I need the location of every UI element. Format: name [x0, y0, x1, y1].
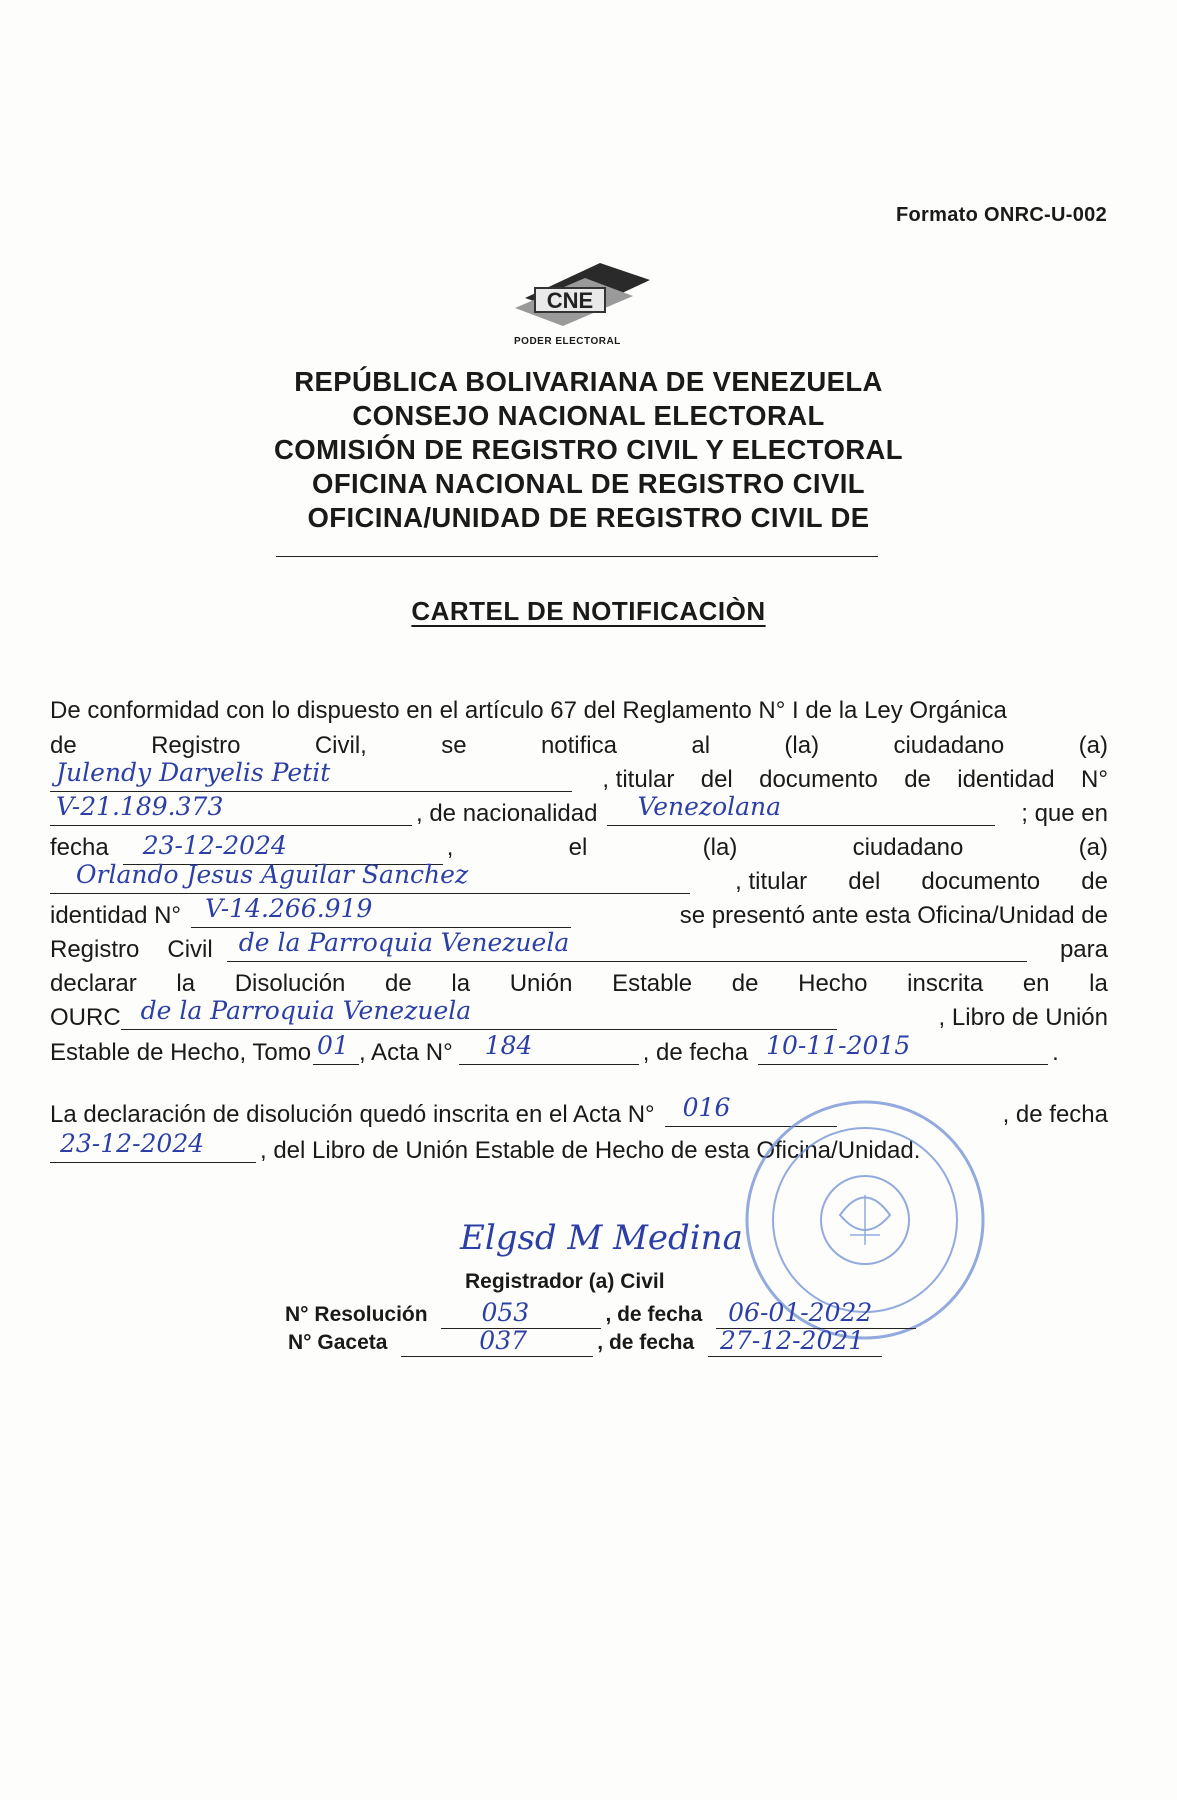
nationality: Venezolana	[637, 792, 782, 821]
gaceta-date-label: , de fecha	[597, 1331, 695, 1354]
word: ,	[446, 834, 454, 861]
word: Civil	[167, 936, 213, 963]
body-line-10	[50, 996, 1108, 1035]
notified-id-field[interactable]	[50, 792, 412, 826]
declarant-name-field[interactable]	[50, 860, 690, 894]
body-text: De conformidad con lo dispuesto en el artículo 67 del Reglamento N° I de la Ley Orgánica	[50, 697, 1007, 724]
word: Disolución	[234, 970, 346, 997]
word: de	[1081, 868, 1108, 895]
body-line-1	[50, 694, 1108, 728]
body-line-8	[50, 928, 1108, 967]
word: de	[385, 970, 412, 997]
institution-header	[0, 365, 1177, 535]
tomo-field[interactable]	[313, 1031, 359, 1065]
text: , de fecha	[642, 1039, 749, 1066]
text: para	[1059, 936, 1108, 963]
header-line-1: REPÚBLICA BOLIVARIANA DE VENEZUELA	[294, 366, 883, 397]
word: Estable	[612, 970, 693, 997]
logo-subtitle: PODER ELECTORAL	[514, 336, 621, 347]
word: Registro	[151, 732, 241, 759]
header-line-2: CONSEJO NACIONAL ELECTORAL	[352, 400, 825, 431]
closing-date: 23-12-2024	[60, 1129, 205, 1158]
civil-registry: de la Parroquia Venezuela	[238, 928, 570, 957]
body-line-11	[50, 1031, 1108, 1070]
word: documento	[759, 766, 878, 793]
tomo: 01	[317, 1031, 349, 1060]
closing-acta: 016	[682, 1093, 731, 1122]
registrar-label: Registrador (a) Civil	[465, 1270, 665, 1293]
word: inscrita	[907, 970, 984, 997]
word: declarar	[50, 970, 137, 997]
word: de	[50, 732, 77, 759]
word: ciudadano	[852, 834, 964, 861]
word: la	[1089, 970, 1108, 997]
body-line-4	[50, 792, 1108, 831]
header-line-4: OFICINA NACIONAL DE REGISTRO CIVIL	[312, 468, 865, 499]
resolution-label: N° Resolución	[285, 1303, 428, 1326]
text: OURC	[50, 1004, 121, 1031]
gaceta-date-field[interactable]	[708, 1328, 882, 1357]
acta: 184	[484, 1031, 533, 1060]
notified-name: Julendy Daryelis Petit	[56, 758, 331, 787]
word: la	[451, 970, 471, 997]
declarant-name: Orlando Jesus Aguilar Sanchez	[76, 860, 469, 889]
text: Estable de Hecho, Tomo	[50, 1039, 312, 1066]
word: (la)	[702, 834, 738, 861]
word: Unión	[509, 970, 573, 997]
word: de	[904, 766, 931, 793]
word: la	[176, 970, 196, 997]
text: .	[1052, 1039, 1059, 1066]
word: (a)	[1078, 732, 1108, 759]
gaceta-number: 037	[479, 1326, 528, 1355]
word: identidad	[957, 766, 1055, 793]
resolution-date: 06-01-2022	[728, 1298, 873, 1327]
resolution-date-field[interactable]	[716, 1300, 916, 1329]
format-code: Formato ONRC-U-002	[896, 204, 1107, 226]
acta-date: 10-11-2015	[766, 1031, 911, 1060]
word: Hecho	[798, 970, 868, 997]
text: , del Libro de Unión Estable de Hecho de esta Oficina/Unidad.	[260, 1137, 921, 1164]
word: fecha	[50, 834, 109, 861]
word: del	[700, 766, 733, 793]
text: ; que en	[1021, 800, 1108, 827]
civil-registry-field[interactable]	[227, 928, 1027, 962]
word: al	[691, 732, 711, 759]
header-line-3: COMISIÓN DE REGISTRO CIVIL Y ELECTORAL	[274, 434, 903, 465]
declarant-id-field[interactable]	[191, 894, 571, 928]
gaceta-number-field[interactable]	[401, 1328, 593, 1357]
word: (la)	[784, 732, 820, 759]
word: N°	[1081, 766, 1108, 793]
resolution-row	[285, 1300, 920, 1328]
word: se	[441, 732, 467, 759]
text: , de nacionalidad	[416, 800, 598, 827]
word: Civil,	[314, 732, 367, 759]
acta-date-field[interactable]	[758, 1031, 1048, 1065]
text: , Libro de Unión	[938, 1004, 1108, 1031]
text: se presentó ante esta Oficina/Unidad de	[679, 902, 1108, 929]
text: identidad N°	[50, 902, 182, 929]
resolution-number: 053	[481, 1298, 530, 1327]
acta-field[interactable]	[459, 1031, 639, 1065]
ourc: de la Parroquia Venezuela	[140, 996, 472, 1025]
word: de	[731, 970, 759, 997]
document-title: CARTEL DE NOTIFICACIÒN	[411, 596, 766, 626]
header-line-5: OFICINA/UNIDAD DE REGISTRO CIVIL DE	[307, 502, 870, 533]
word: en	[1022, 970, 1050, 997]
logo-text: CNE	[546, 288, 594, 313]
resolution-date-label: , de fecha	[605, 1303, 703, 1326]
signature-text: Elgsd M Medina	[460, 1218, 743, 1258]
declarant-id: V-14.266.919	[205, 894, 373, 923]
gaceta-date: 27-12-2021	[720, 1326, 865, 1355]
word: ciudadano	[893, 732, 1005, 759]
word: (a)	[1078, 834, 1108, 861]
word: documento	[921, 868, 1041, 895]
body-line-7	[50, 894, 1108, 933]
gaceta-row	[288, 1328, 886, 1356]
notified-id: V-21.189.373	[56, 792, 224, 821]
nationality-field[interactable]	[607, 792, 995, 826]
text: , Acta N°	[359, 1039, 453, 1066]
word: del	[848, 868, 881, 895]
ourc-field[interactable]	[121, 996, 837, 1030]
text: , de fecha	[1002, 1101, 1108, 1128]
office-blank-line	[276, 556, 878, 557]
gaceta-label: N° Gaceta	[288, 1331, 388, 1354]
resolution-number-field[interactable]	[441, 1300, 601, 1329]
word: el	[568, 834, 588, 861]
cne-logo-icon	[505, 258, 655, 348]
closing-date-field[interactable]	[50, 1129, 256, 1163]
word: notifica	[540, 732, 617, 759]
date: 23-12-2024	[142, 831, 287, 860]
text: La declaración de disolución quedó inscrita en el Acta N°	[50, 1101, 655, 1128]
notified-name-field[interactable]	[50, 758, 572, 792]
word: , titular	[602, 766, 675, 793]
word: Registro	[50, 936, 140, 963]
word: , titular	[735, 868, 808, 895]
